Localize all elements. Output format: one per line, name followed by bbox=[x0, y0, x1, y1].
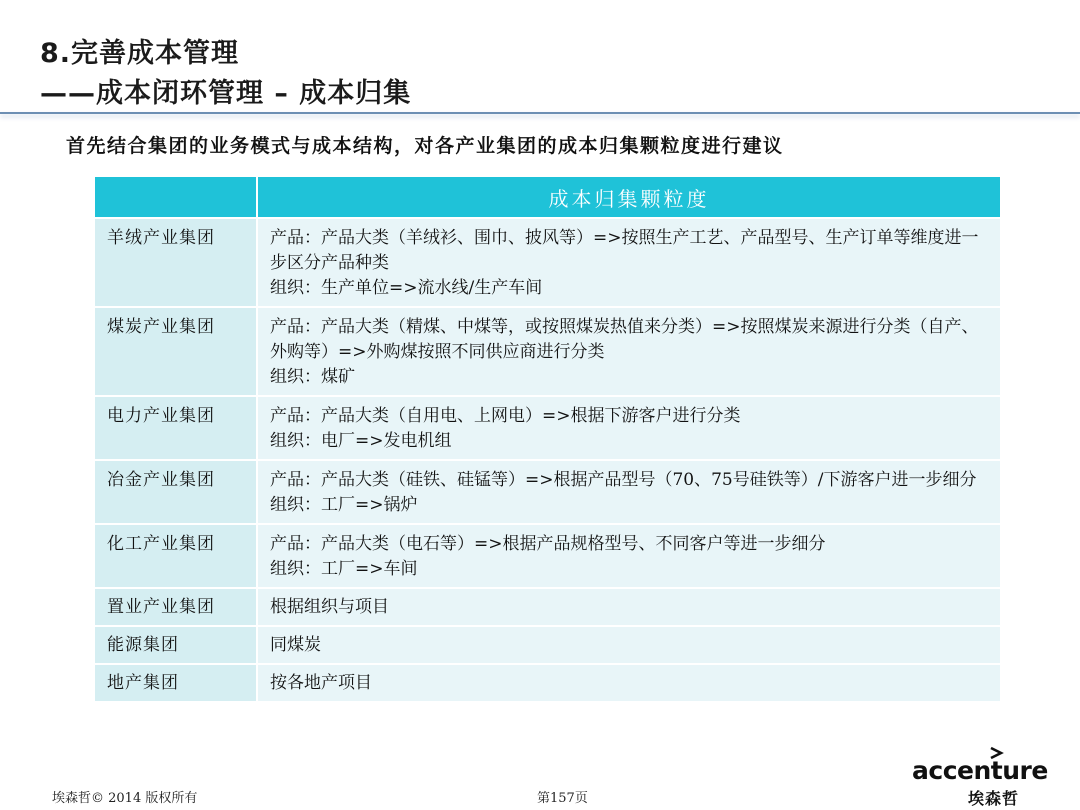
detail-line: 组织：煤矿 bbox=[270, 367, 355, 387]
detail-line: 组织：生产单位=>流水线/生产车间 bbox=[270, 278, 543, 298]
detail-line: 产品：产品大类（电石等）=>根据产品规格型号、不同客户等进一步细分 bbox=[270, 534, 826, 554]
detail-cell bbox=[257, 626, 1001, 664]
table-header-row bbox=[94, 176, 1001, 218]
header-empty-cell bbox=[94, 176, 257, 218]
group-cell: 化工产业集团 bbox=[94, 524, 257, 588]
group-cell: 冶金产业集团 bbox=[94, 460, 257, 524]
table-row bbox=[94, 524, 1001, 588]
group-cell: 电力产业集团 bbox=[94, 396, 257, 460]
detail-line: 按各地产项目 bbox=[270, 673, 372, 693]
slide-title-sub: ——成本闭环管理 – 成本归集 bbox=[40, 78, 412, 109]
detail-cell bbox=[257, 664, 1001, 702]
detail-line: 产品：产品大类（自用电、上网电）=>根据下游客户进行分类 bbox=[270, 406, 741, 426]
cost-granularity-table bbox=[93, 175, 1002, 703]
detail-cell bbox=[257, 588, 1001, 626]
table-row bbox=[94, 396, 1001, 460]
header-granularity: 成本归集颗粒度 bbox=[257, 176, 1001, 218]
table-row bbox=[94, 307, 1001, 396]
logo-wordmark: accenture bbox=[912, 756, 1048, 785]
table-row bbox=[94, 218, 1001, 307]
group-cell: 能源集团 bbox=[94, 626, 257, 664]
table-row bbox=[94, 626, 1001, 664]
slide-title-main: 8.完善成本管理 bbox=[40, 38, 240, 69]
table-row bbox=[94, 588, 1001, 626]
detail-line: 组织：工厂=>锅炉 bbox=[270, 495, 418, 515]
group-cell: 煤炭产业集团 bbox=[94, 307, 257, 396]
detail-line: 产品：产品大类（精煤、中煤等，或按照煤炭热值来分类）=>按照煤炭来源进行分类（自产、外购等）=>外购煤按照不同供应商进行分类 bbox=[270, 317, 979, 362]
detail-cell bbox=[257, 218, 1001, 307]
detail-cell bbox=[257, 396, 1001, 460]
detail-line: 根据组织与项目 bbox=[270, 597, 389, 617]
footer-page-number: 第157页 bbox=[537, 791, 588, 806]
detail-line: 同煤炭 bbox=[270, 635, 321, 655]
detail-cell bbox=[257, 524, 1001, 588]
group-cell: 羊绒产业集团 bbox=[94, 218, 257, 307]
detail-line: 产品：产品大类（羊绒衫、围巾、披风等）=>按照生产工艺、产品型号、生产订单等维度进一步区分产品种类 bbox=[270, 228, 979, 273]
intro-text: 首先结合集团的业务模式与成本结构，对各产业集团的成本归集颗粒度进行建议 bbox=[66, 135, 784, 157]
table-row bbox=[94, 664, 1001, 702]
detail-cell bbox=[257, 460, 1001, 524]
detail-line: 组织：电厂=>发电机组 bbox=[270, 431, 452, 451]
table-row bbox=[94, 460, 1001, 524]
logo-chinese-name: 埃森哲 bbox=[968, 789, 1020, 808]
group-cell: 置业产业集团 bbox=[94, 588, 257, 626]
title-divider bbox=[0, 112, 1080, 114]
detail-cell bbox=[257, 307, 1001, 396]
footer-copyright: 埃森哲© 2014 版权所有 bbox=[52, 791, 198, 806]
accenture-logo bbox=[912, 746, 1052, 806]
detail-line: 产品：产品大类（硅铁、硅锰等）=>根据产品型号（70、75号硅铁等）/下游客户进一步细分 bbox=[270, 470, 977, 490]
detail-line: 组织：工厂=>车间 bbox=[270, 559, 418, 579]
slide-title bbox=[40, 34, 1040, 114]
group-cell: 地产集团 bbox=[94, 664, 257, 702]
